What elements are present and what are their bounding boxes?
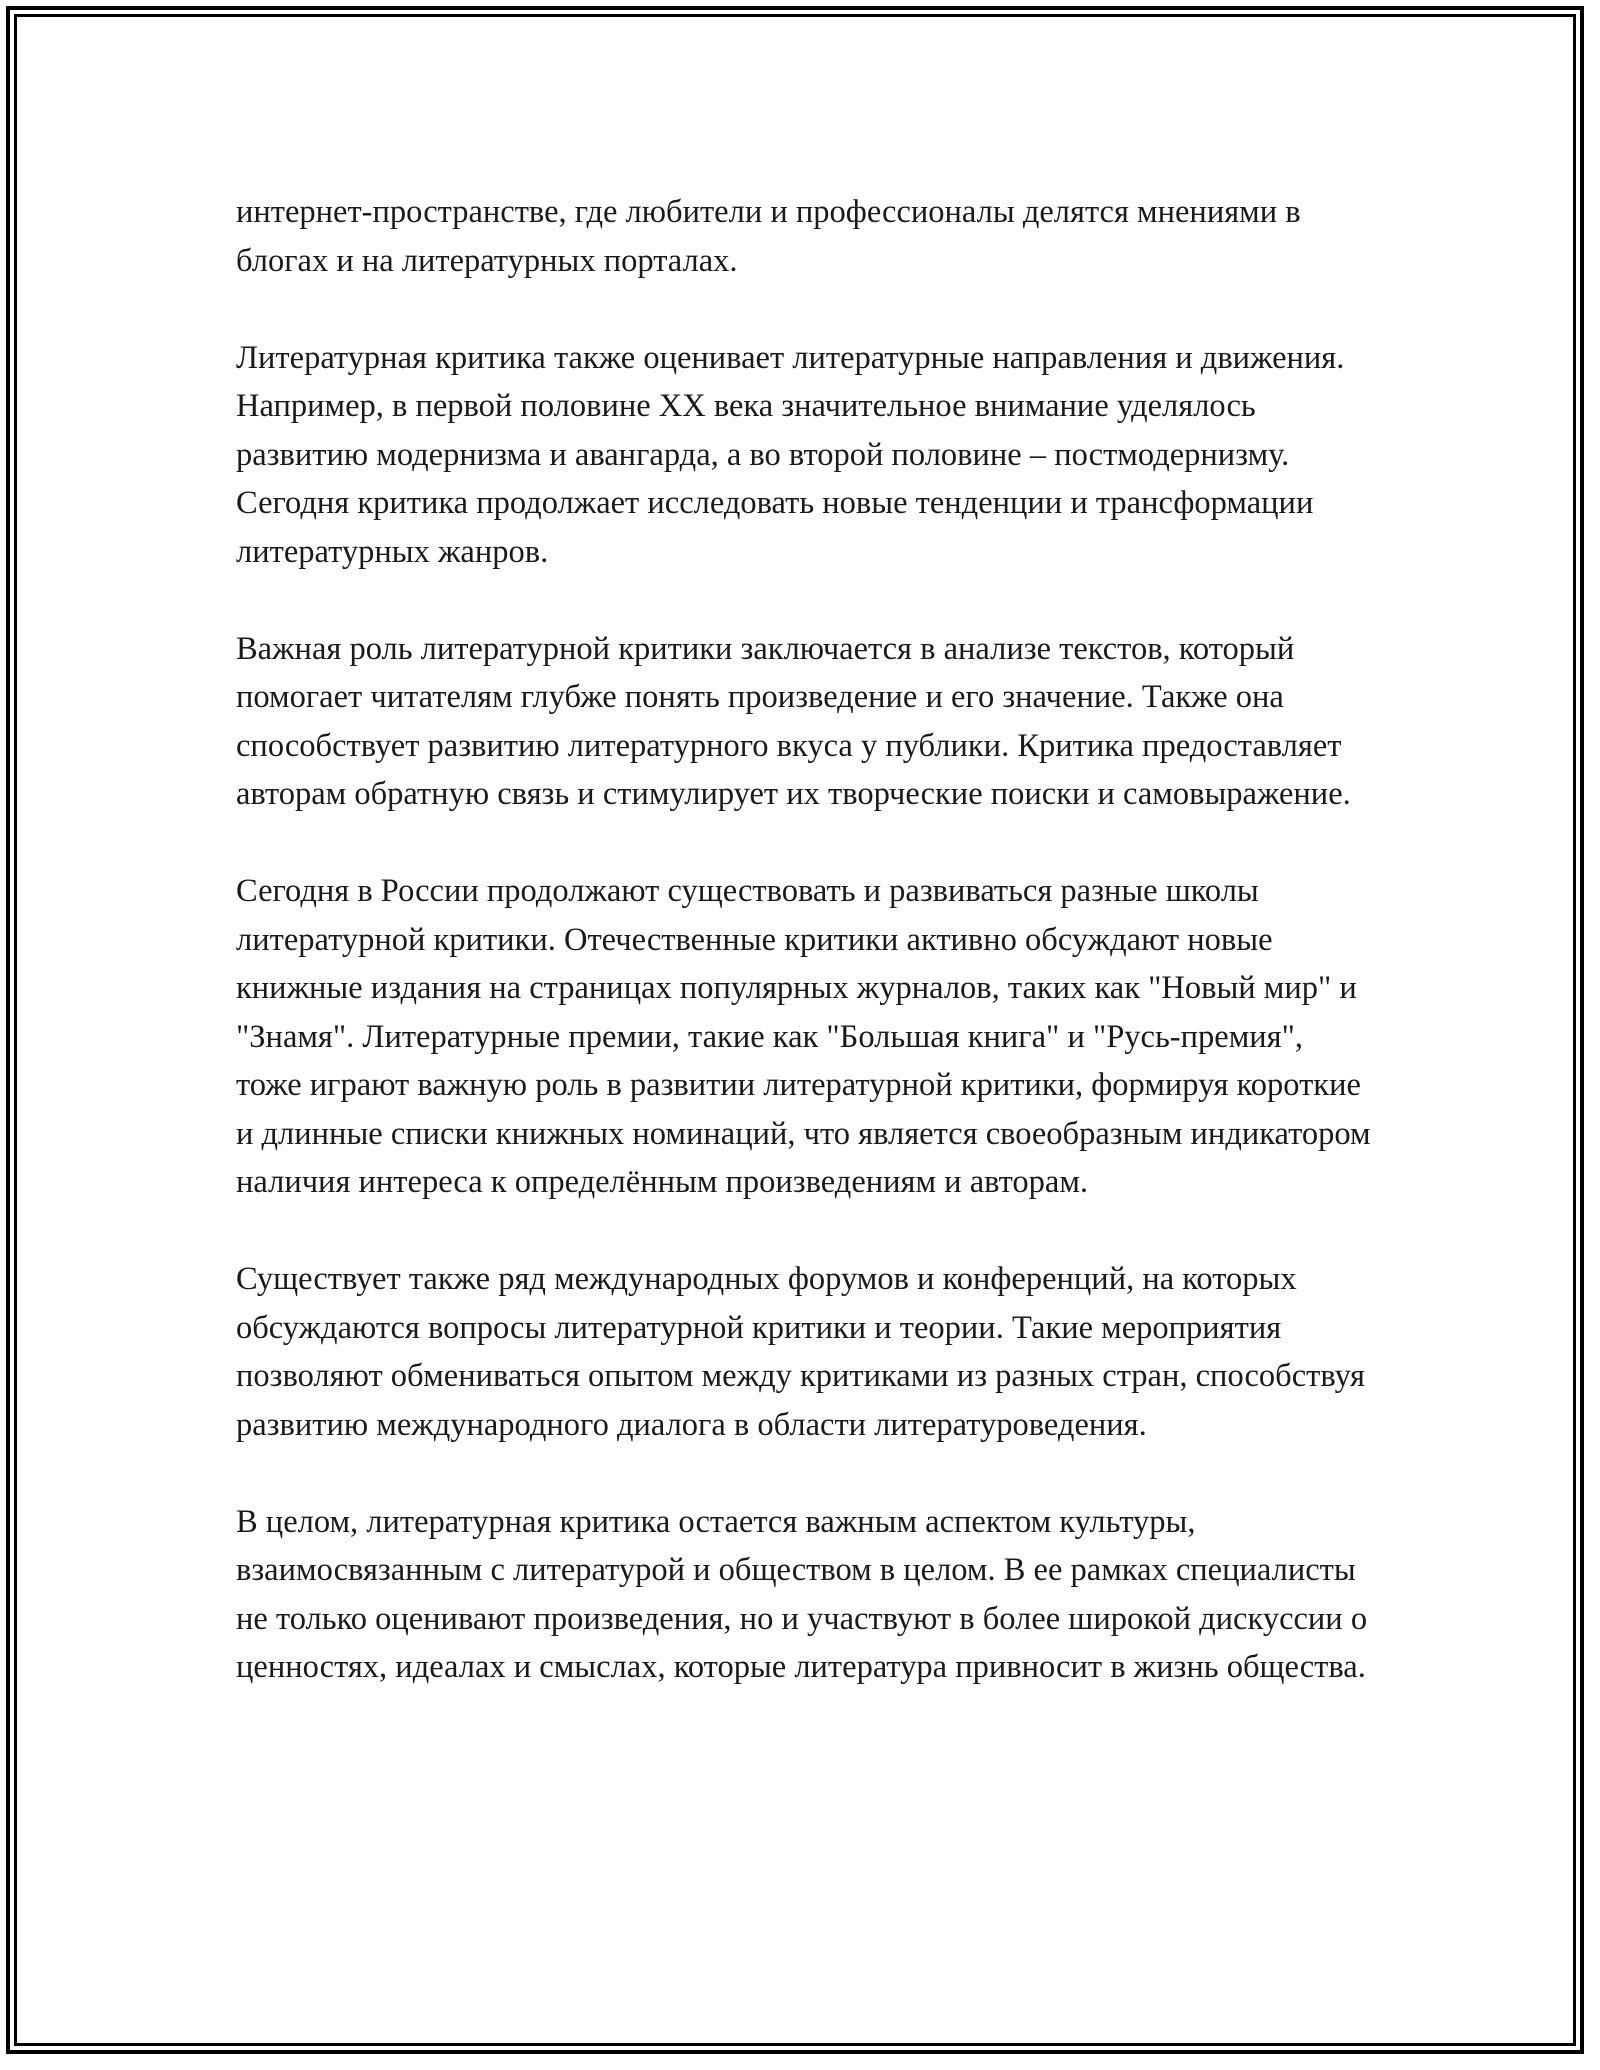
paragraph-1: интернет-пространстве, где любители и профессионалы делятся мнениями в блогах и на литературных порталах. <box>236 194 1301 279</box>
document-body <box>236 188 1376 1692</box>
paragraph-6: В целом, литературная критика остается важным аспектом культуры, взаимосвязанным с литературой и обществом в целом. В ее рамках специалисты не только оценивают произведения, но и участвуют в более широкой дискуссии о ценностях, идеалах и смыслах, которые литература привносит в жизнь общества. <box>236 1503 1368 1685</box>
paragraph-3: Важная роль литературной критики заключается в анализе текстов, который помогает читателям глубже понять произведение и его значение. Также она способствует развитию литературного вкуса у публики. Критика предоставляет авторам обратную связь и стимулирует их творческие поиски и самовыражение. <box>236 630 1351 812</box>
paragraph-4: Сегодня в России продолжают существовать и развиваться разные школы литературной критики. Отечественные критики активно обсуждают новые книжные издания на страницах популярных журналов, таких как "Новый мир" и "Знамя". Литературные премии, такие как "Большая книга" и "Русь-премия", тоже играют важную роль в развитии литературной критики, формируя короткие и длинные списки книжных номинаций, что является своеобразным индикатором наличия интереса к определённым произведениям и авторам. <box>236 873 1371 1200</box>
paragraph-2: Литературная критика также оценивает литературные направления и движения. Например, в первой половине XX века значительное внимание уделялось развитию модернизма и авангарда, а во второй половине – постмодернизму. Сегодня критика продолжает исследовать новые тенденции и трансформации литературных жанров. <box>236 339 1345 570</box>
paragraph-5: Существует также ряд международных форумов и конференций, на которых обсуждаются вопросы литературной критики и теории. Такие мероприятия позволяют обмениваться опытом между критиками из разных стран, способствуя развитию международного диалога в области литературоведения. <box>236 1261 1365 1443</box>
